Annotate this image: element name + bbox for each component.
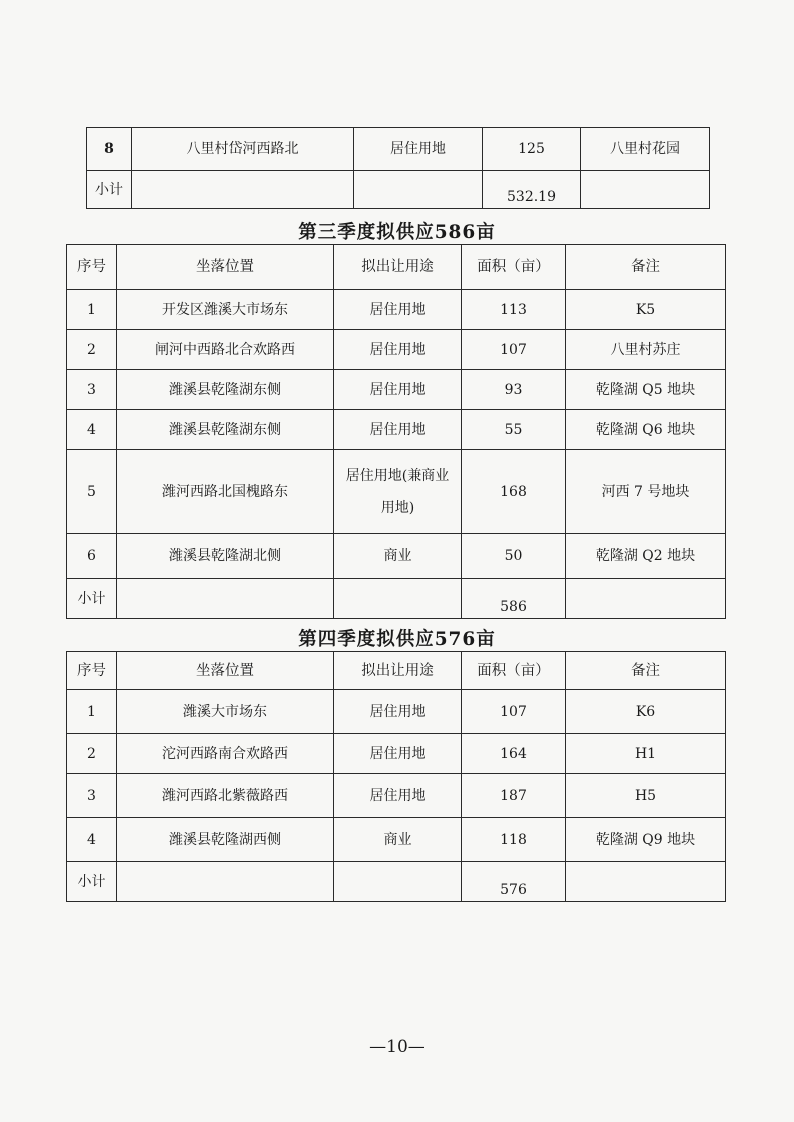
header-no: 序号 [67,245,117,290]
header-note: 备注 [566,245,726,290]
row-number: 8 [87,128,132,171]
q3-table [66,244,726,619]
use-cell: 居住用地 [354,128,483,171]
table-row [87,128,710,171]
header-row [67,652,726,690]
subtotal-area: 586 [462,579,566,619]
header-location: 坐落位置 [117,245,334,290]
subtotal-label: 小计 [67,862,117,902]
subtotal-area: 532.19 [483,171,581,209]
q3-title: 第三季度拟供应586亩 [298,222,496,243]
area-cell: 125 [483,128,581,171]
table-row: 3 潍溪县乾隆湖东侧 居住用地 93 乾隆湖 Q5 地块 [67,370,726,410]
location-cell: 八里村岱河西路北 [132,128,354,171]
subtotal-label: 小计 [67,579,117,619]
table-row: 5 潍河西路北国槐路东 居住用地(兼商业 用地) 168 河西 7 号地块 [67,450,726,534]
use-cell: 居住用地(兼商业 用地) [334,450,462,534]
header-area: 面积（亩） [462,245,566,290]
header-no: 序号 [67,652,117,690]
header-note: 备注 [566,652,726,690]
subtotal-area: 576 [462,862,566,902]
table-row: 1 开发区潍溪大市场东 居住用地 113 K5 [67,290,726,330]
header-location: 坐落位置 [117,652,334,690]
header-use: 拟出让用途 [334,245,462,290]
table-row: 3 潍河西路北紫薇路西 居住用地 187 H5 [67,774,726,818]
page-number: —10— [369,1037,425,1057]
subtotal-label: 小计 [87,171,132,209]
subtotal-row [67,862,726,902]
table-row: 6 潍溪县乾隆湖北侧 商业 50 乾隆湖 Q2 地块 [67,534,726,579]
header-area: 面积（亩） [462,652,566,690]
table-row: 4 潍溪县乾隆湖东侧 居住用地 55 乾隆湖 Q6 地块 [67,410,726,450]
header-row [67,245,726,290]
header-use: 拟出让用途 [334,652,462,690]
continued-table [86,127,710,209]
note-cell: 八里村花园 [581,128,710,171]
table-row: 2 闸河中西路北合欢路西 居住用地 107 八里村苏庄 [67,330,726,370]
subtotal-row [67,579,726,619]
table-row: 2 沱河西路南合欢路西 居住用地 164 H1 [67,734,726,774]
subtotal-row [87,171,710,209]
table-row: 4 潍溪县乾隆湖西侧 商业 118 乾隆湖 Q9 地块 [67,818,726,862]
q4-table [66,651,726,902]
q4-title: 第四季度拟供应576亩 [298,629,496,650]
table-row: 1 潍溪大市场东 居住用地 107 K6 [67,690,726,734]
